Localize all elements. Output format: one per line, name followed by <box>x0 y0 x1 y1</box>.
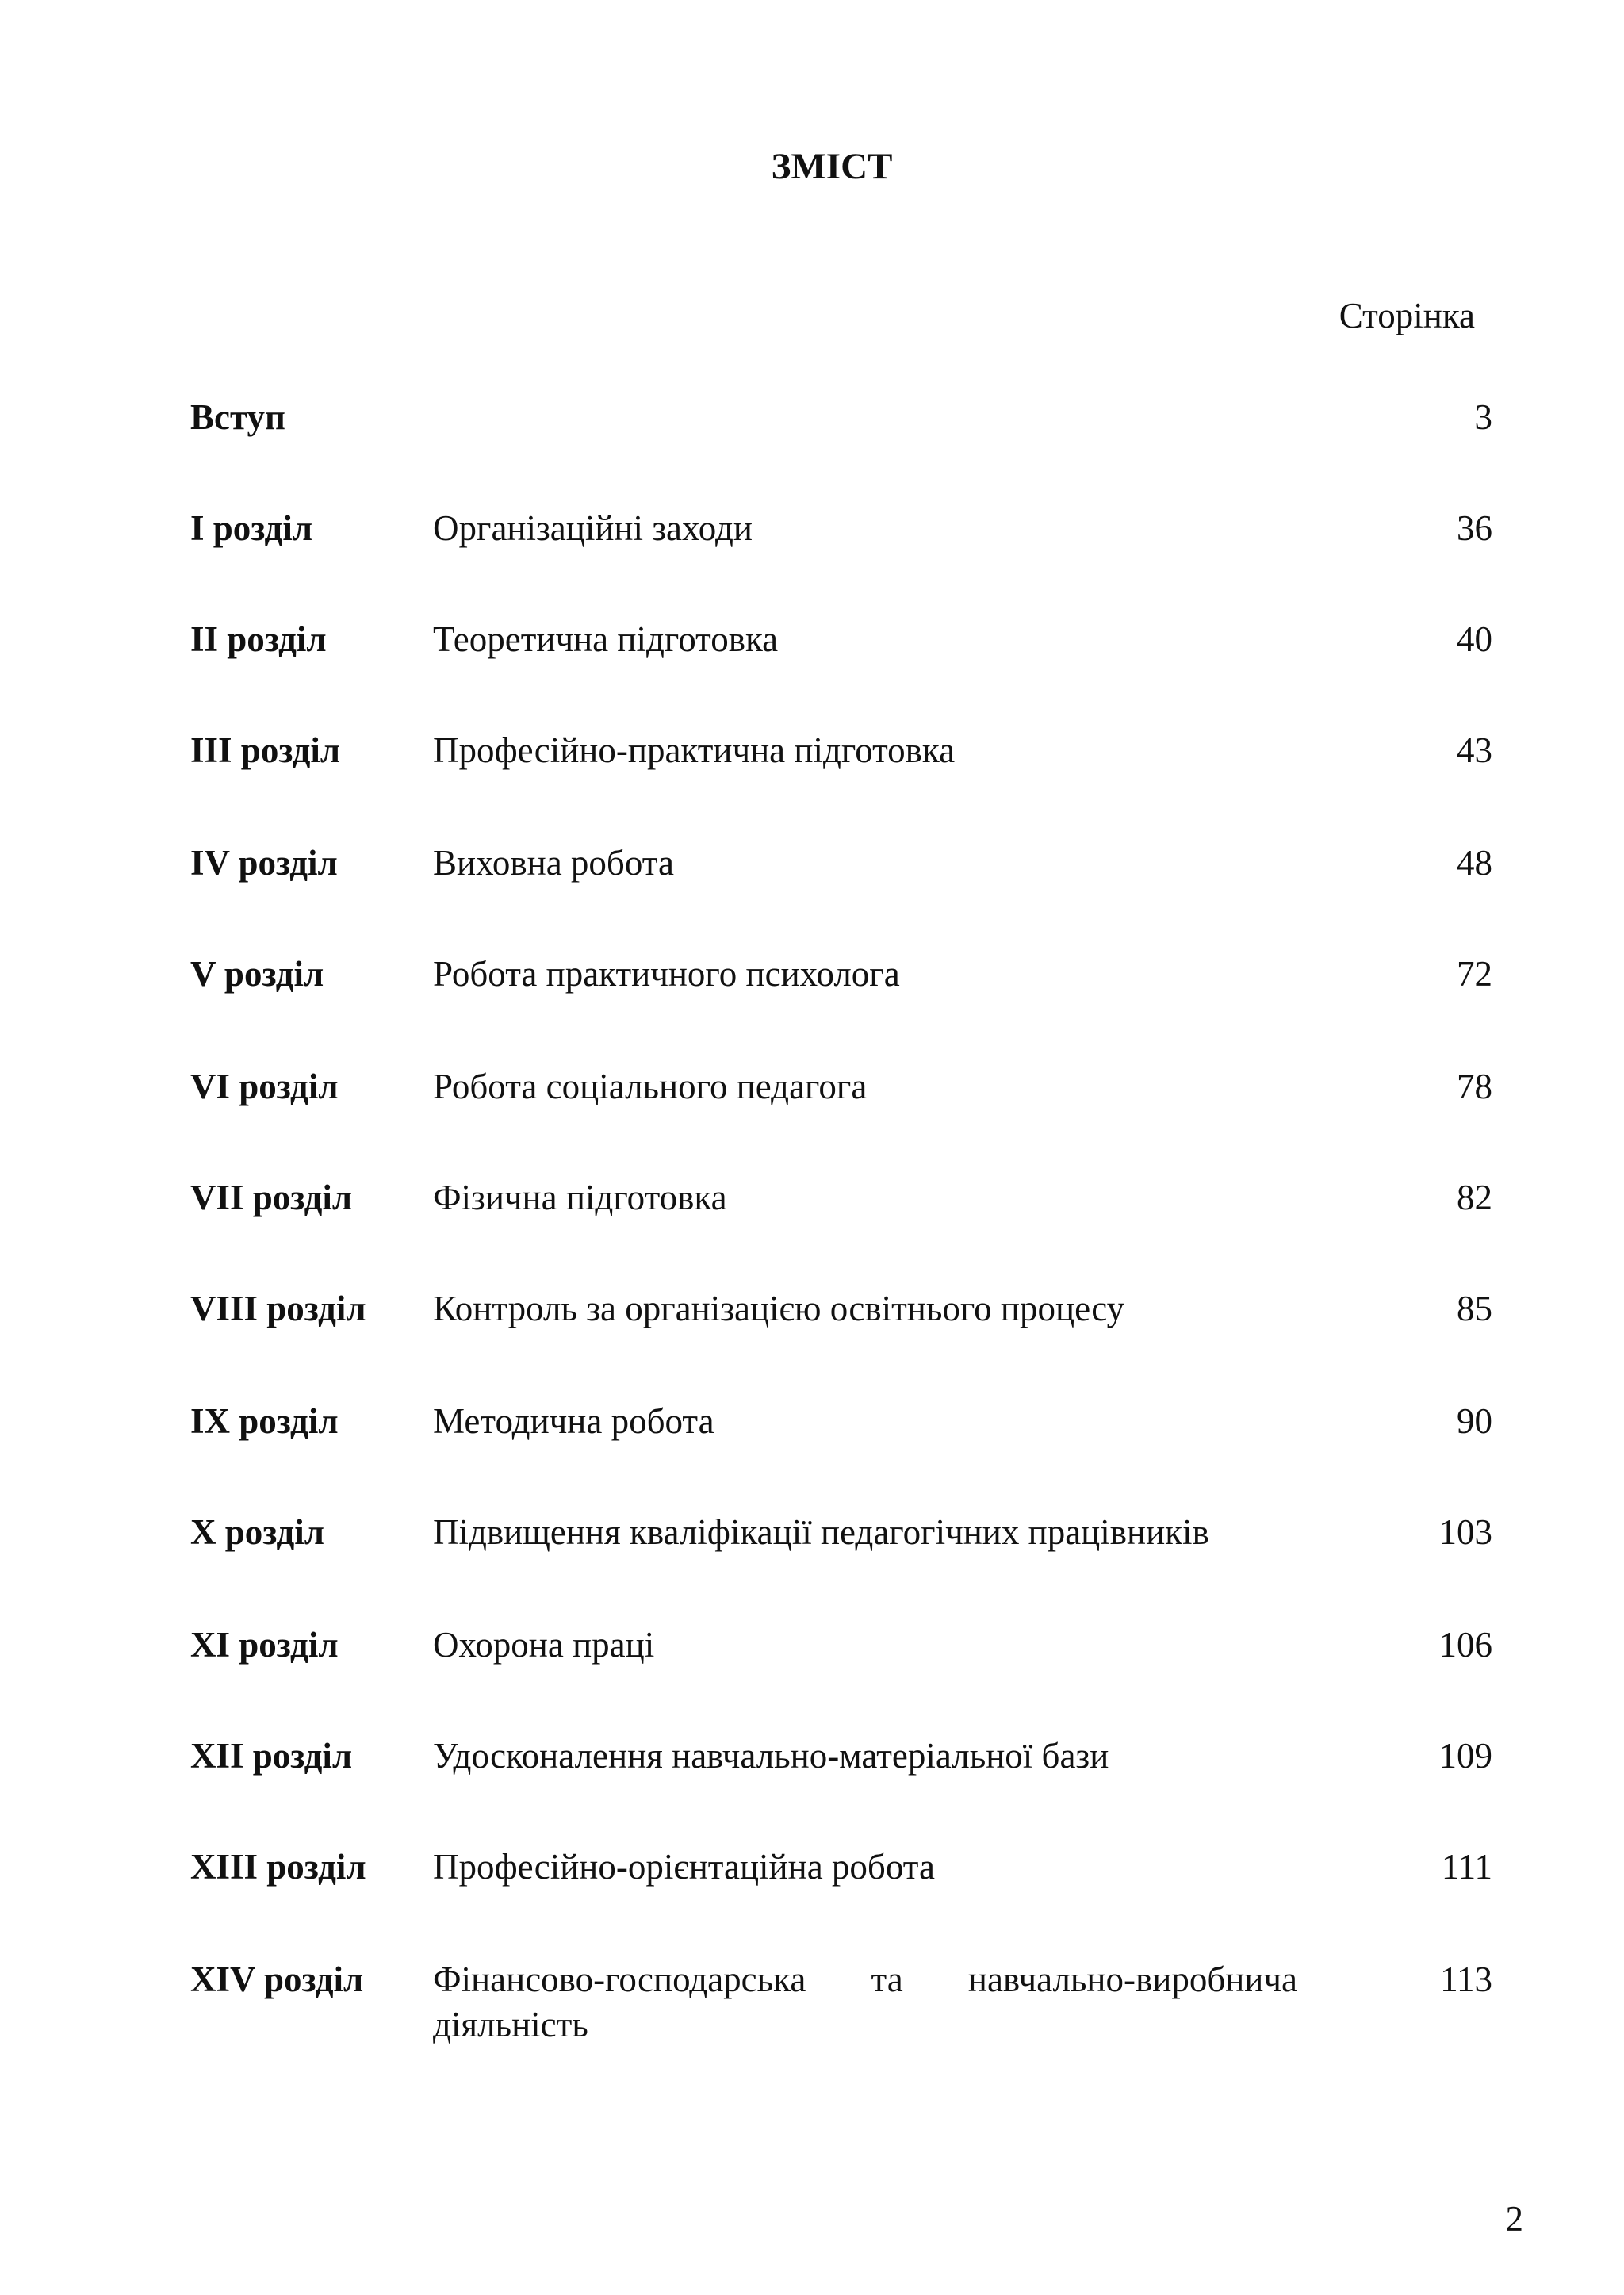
toc-entry-label: V розділ <box>190 954 324 994</box>
toc-entry-page: 40 <box>1457 619 1492 659</box>
toc-entry-text: Теоретична підготовка <box>433 619 779 659</box>
page-number: 2 <box>1505 2199 1523 2239</box>
toc-entry-label: VІ розділ <box>190 1067 339 1106</box>
toc-entry-text: Методична робота <box>433 1401 714 1441</box>
toc-entry-text: Фінансово-господарська та навчально-виробнича діяльність <box>433 1960 1297 2044</box>
toc-entry-page: 109 <box>1438 1736 1492 1776</box>
toc-entry-page: 48 <box>1457 843 1492 883</box>
toc-entry-label: VІІІ розділ <box>190 1289 366 1328</box>
toc-entry-text: Охорона праці <box>433 1625 655 1665</box>
toc-entry-page: 113 <box>1440 1960 1492 1999</box>
toc-entry-label: І розділ <box>190 508 313 548</box>
toc-entry-text: Робота соціального педагога <box>433 1067 868 1106</box>
toc-entry-text: Контроль за організацією освітнього процесу <box>433 1289 1125 1328</box>
page-column-header: Сторінка <box>1339 296 1475 335</box>
toc-entry-text: Робота практичного психолога <box>433 954 900 994</box>
toc-entry-label: Х розділ <box>190 1512 325 1552</box>
toc-entry-text: Професійно-орієнтаційна робота <box>433 1847 935 1887</box>
toc-entry-text: Фізична підготовка <box>433 1178 727 1217</box>
toc-entry-label: ІІ розділ <box>190 619 327 659</box>
toc-entry-text: Удосконалення навчально-матеріальної бази <box>433 1736 1109 1776</box>
toc-entry-page: 106 <box>1438 1625 1492 1665</box>
toc-entry-label: ХІ розділ <box>190 1625 339 1665</box>
toc-entry-page: 103 <box>1438 1512 1492 1552</box>
toc-entry-page: 111 <box>1441 1847 1492 1887</box>
toc-entry-label: ХІІІ розділ <box>190 1847 366 1887</box>
toc-entry-page: 43 <box>1457 730 1492 770</box>
toc-entry-label: Вступ <box>190 397 285 437</box>
toc-entry-label: ІХ розділ <box>190 1401 339 1441</box>
toc-entry-text: Підвищення кваліфікації педагогічних працівників <box>433 1512 1209 1552</box>
toc-entry-page: 3 <box>1474 397 1492 437</box>
toc-entry-label: ХІІ розділ <box>190 1736 353 1776</box>
toc-entry-label: VІІ розділ <box>190 1178 353 1217</box>
toc-entry-text: Організаційні заходи <box>433 508 753 548</box>
toc-entry-page: 82 <box>1457 1178 1492 1217</box>
toc-entry-page: 36 <box>1457 508 1492 548</box>
toc-entry-label: ІІІ розділ <box>190 730 341 770</box>
toc-entry-text: Професійно-практична підготовка <box>433 730 956 770</box>
toc-entry-label: ІV розділ <box>190 843 338 883</box>
toc-entry-label: ХІV розділ <box>190 1960 364 1999</box>
toc-title: ЗМІСТ <box>771 146 893 187</box>
toc-entry-page: 72 <box>1457 954 1492 994</box>
toc-entry-page: 78 <box>1457 1067 1492 1106</box>
toc-entry-text: Виховна робота <box>433 843 674 883</box>
toc-entry-page: 85 <box>1457 1289 1492 1328</box>
toc-entry-page: 90 <box>1457 1401 1492 1441</box>
